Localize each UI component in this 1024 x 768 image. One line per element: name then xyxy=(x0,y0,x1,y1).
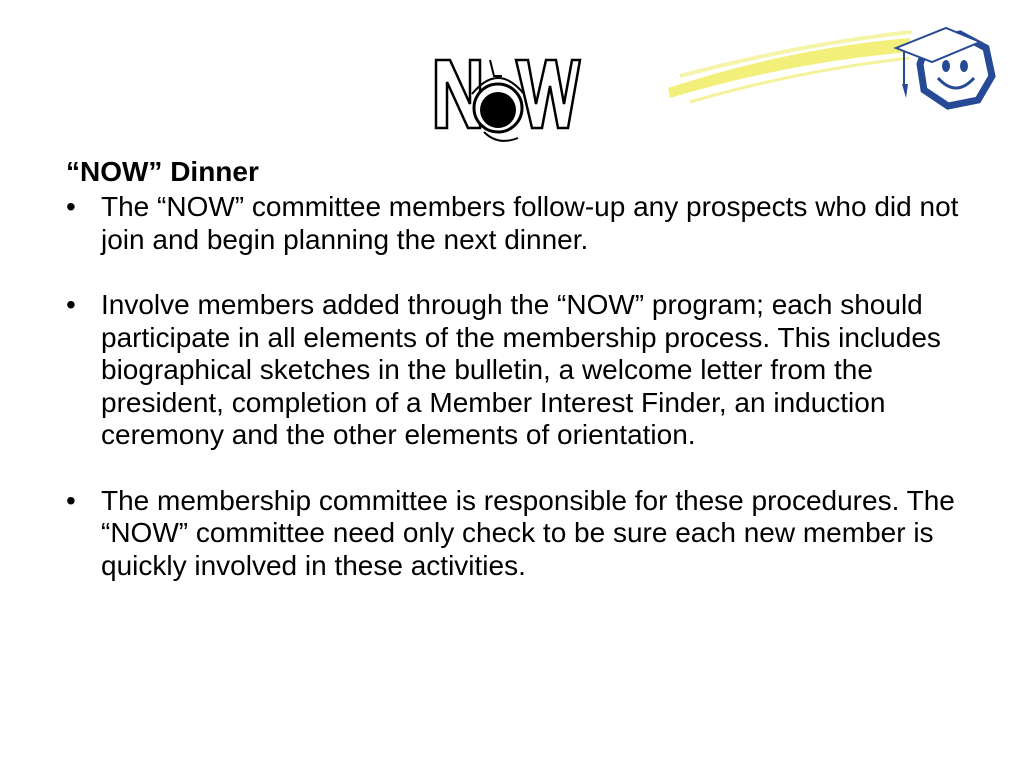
list-item xyxy=(66,289,976,452)
bullet-icon: • xyxy=(66,191,76,222)
bullet-icon: • xyxy=(66,289,76,320)
list-item-text: The membership committee is responsible for these procedures. The “NOW” committee need only check to be sure each new member is quickly involved in these activities. xyxy=(101,484,955,581)
slide-heading: “NOW” Dinner xyxy=(66,156,259,187)
now-logo-icon xyxy=(432,52,582,152)
list-item-text: The “NOW” committee members follow-up any prospects who did not join and begin planning the next dinner. xyxy=(101,191,959,255)
bullet-list xyxy=(66,191,976,582)
slide-content xyxy=(66,155,976,615)
list-item xyxy=(66,191,976,256)
list-item xyxy=(66,485,976,583)
list-item-text: Involve members added through the “NOW” program; each should participate in all elements of the membership process. This includes biographical sketches in the bulletin, a welcome letter from the president, completion of a Member Interest Finder, an induction ceremony and the other elements of orientation. xyxy=(101,289,941,450)
smiley-graduate-icon xyxy=(660,18,1024,118)
bullet-icon: • xyxy=(66,484,76,516)
